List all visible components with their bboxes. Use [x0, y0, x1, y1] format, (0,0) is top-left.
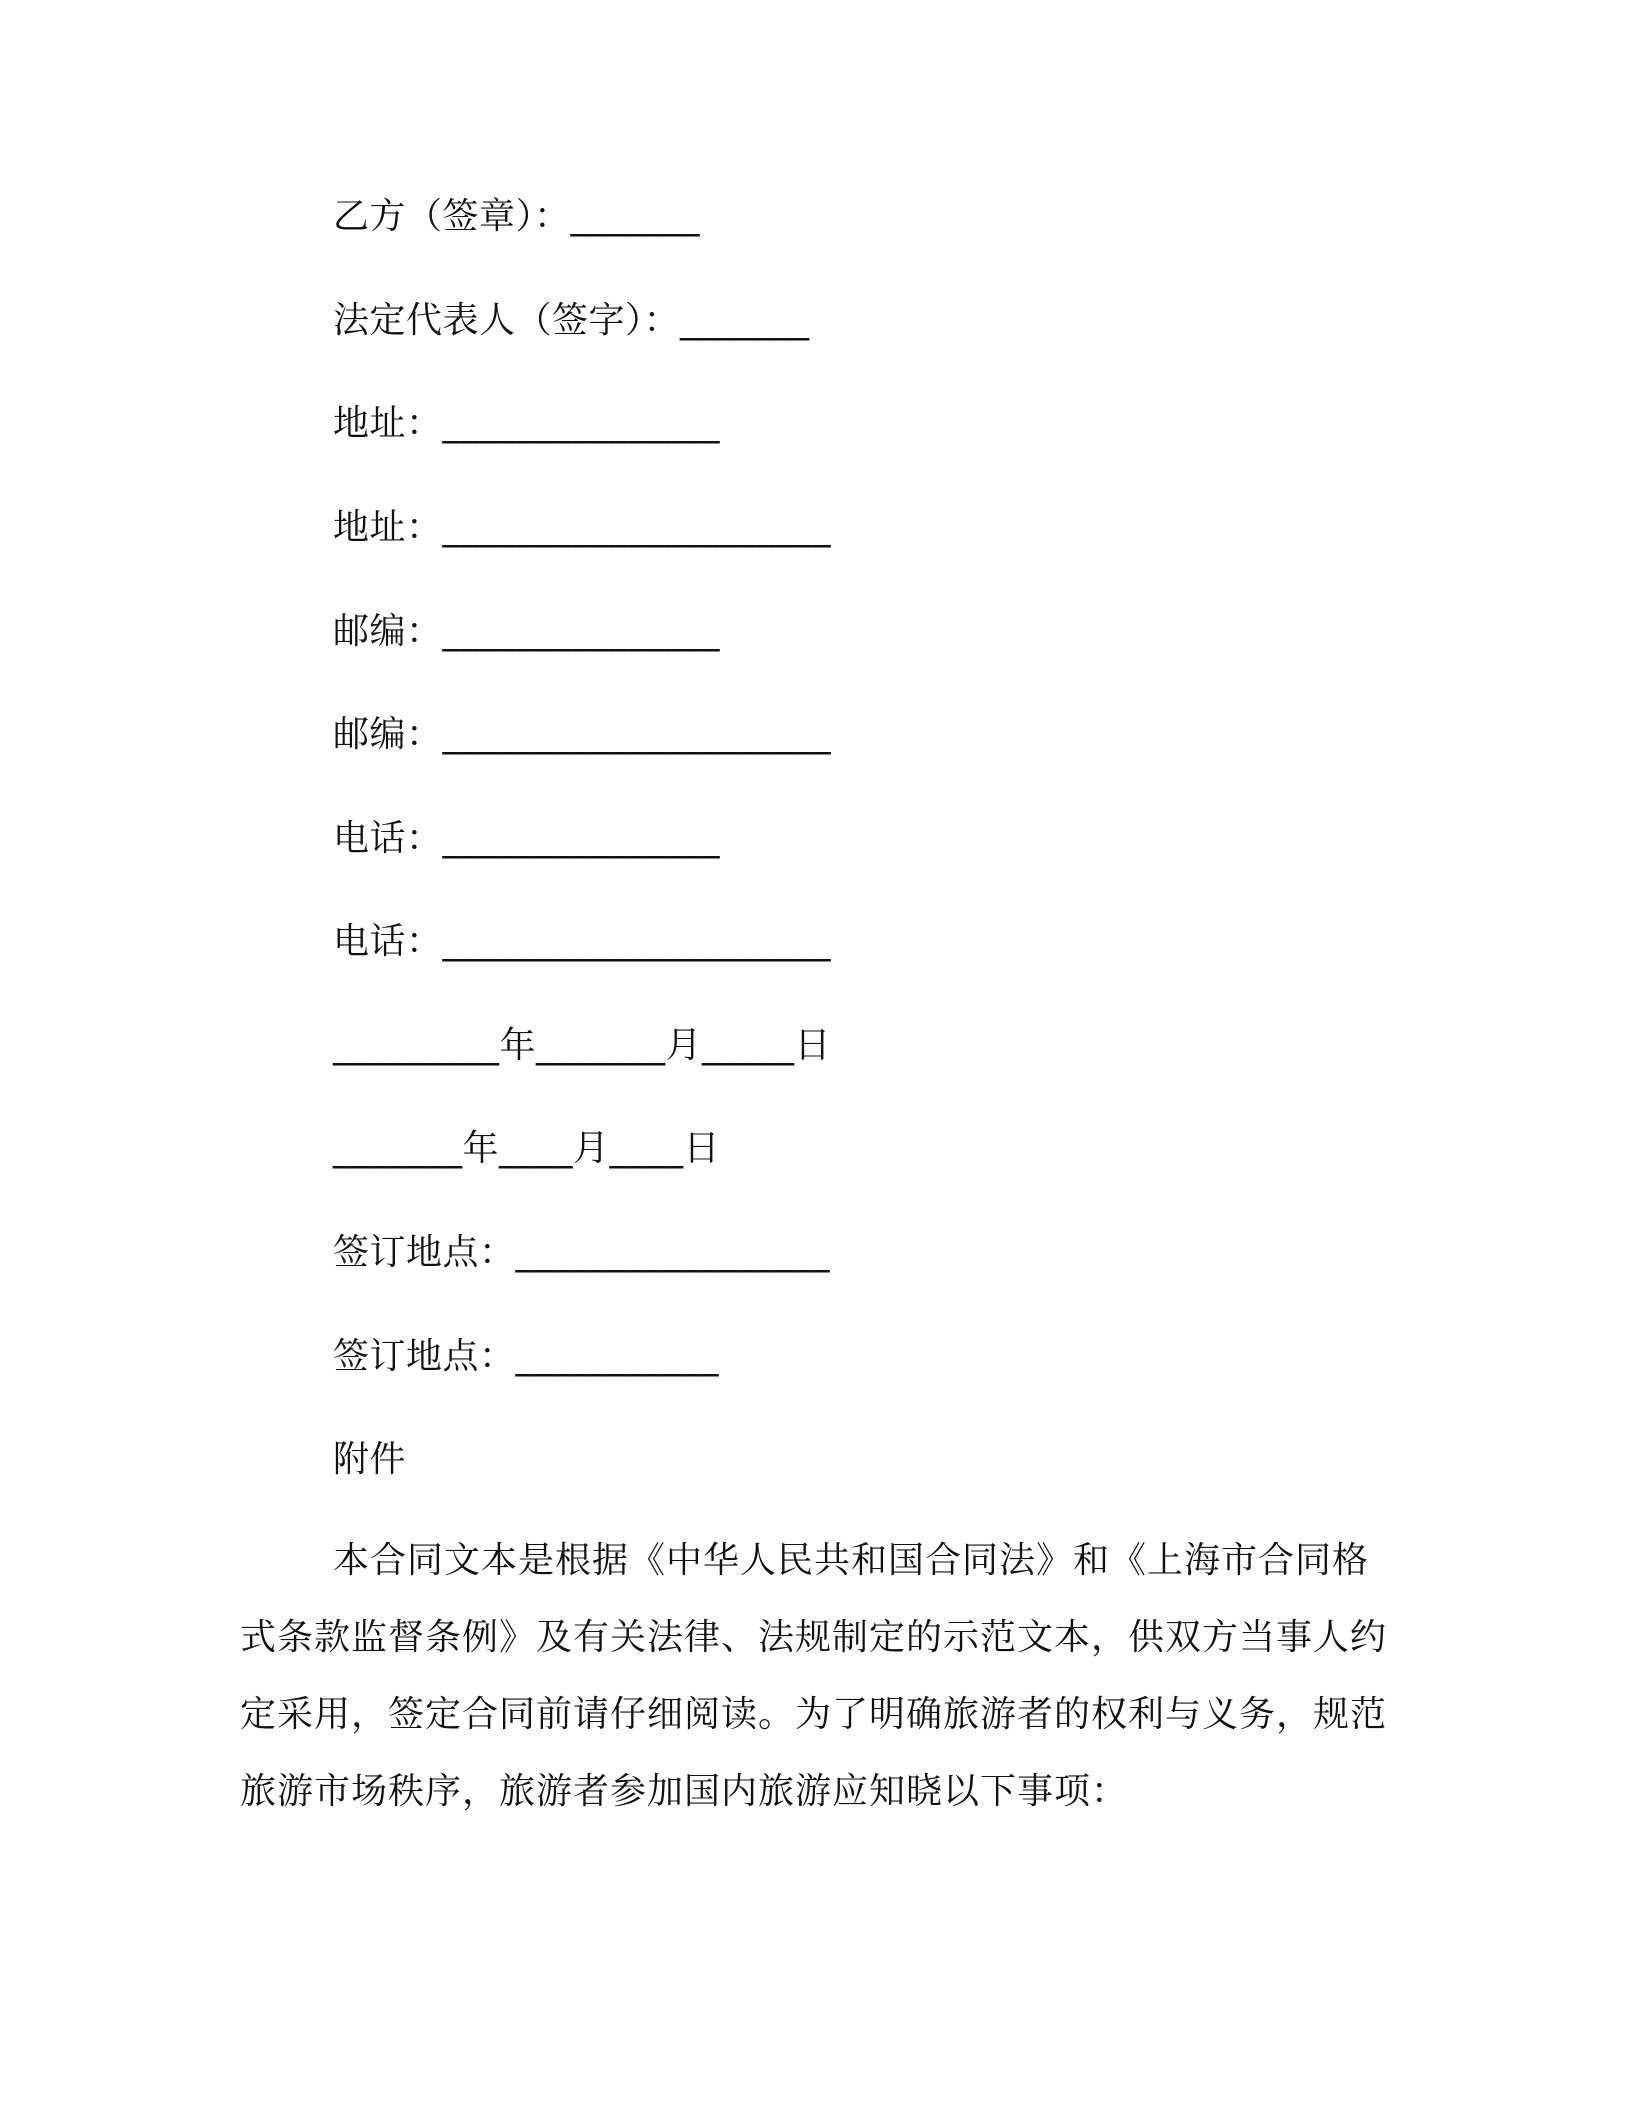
date-line-2: _______年____月____日 — [333, 1128, 721, 1169]
legal-representative-line: 法定代表人（签字）：_______ — [333, 300, 810, 341]
party-b-seal-line: 乙方（签章）：_______ — [333, 196, 701, 237]
notice-paragraph — [240, 1522, 1390, 1830]
address-line-2: 地址：_____________________ — [333, 507, 832, 548]
postcode-line-1: 邮编：_______________ — [333, 611, 721, 652]
phone-line-1: 电话：_______________ — [333, 818, 721, 859]
phone-line-2: 电话：_____________________ — [333, 921, 832, 962]
signing-place-line-1: 签订地点：_________________ — [333, 1232, 831, 1273]
address-line-1: 地址：_______________ — [333, 403, 721, 444]
postcode-line-2: 邮编：_____________________ — [333, 714, 832, 755]
notice-paragraph-text: 本合同文本是根据《中华人民共和国合同法》和《上海市合同格式条款监督条例》及有关法律、法规制定的示范文本，供双方当事人约定采用，签定合同前请仔细阅读。为了明确旅游者的权利与义务，规范旅游市场秩序，旅游者参加国内旅游应知晓以下事项： — [240, 1540, 1388, 1812]
attachment-heading: 附件 — [333, 1439, 407, 1480]
signing-place-line-2: 签订地点：___________ — [333, 1336, 720, 1377]
date-line-1: _________年_______月_____日 — [333, 1025, 831, 1066]
